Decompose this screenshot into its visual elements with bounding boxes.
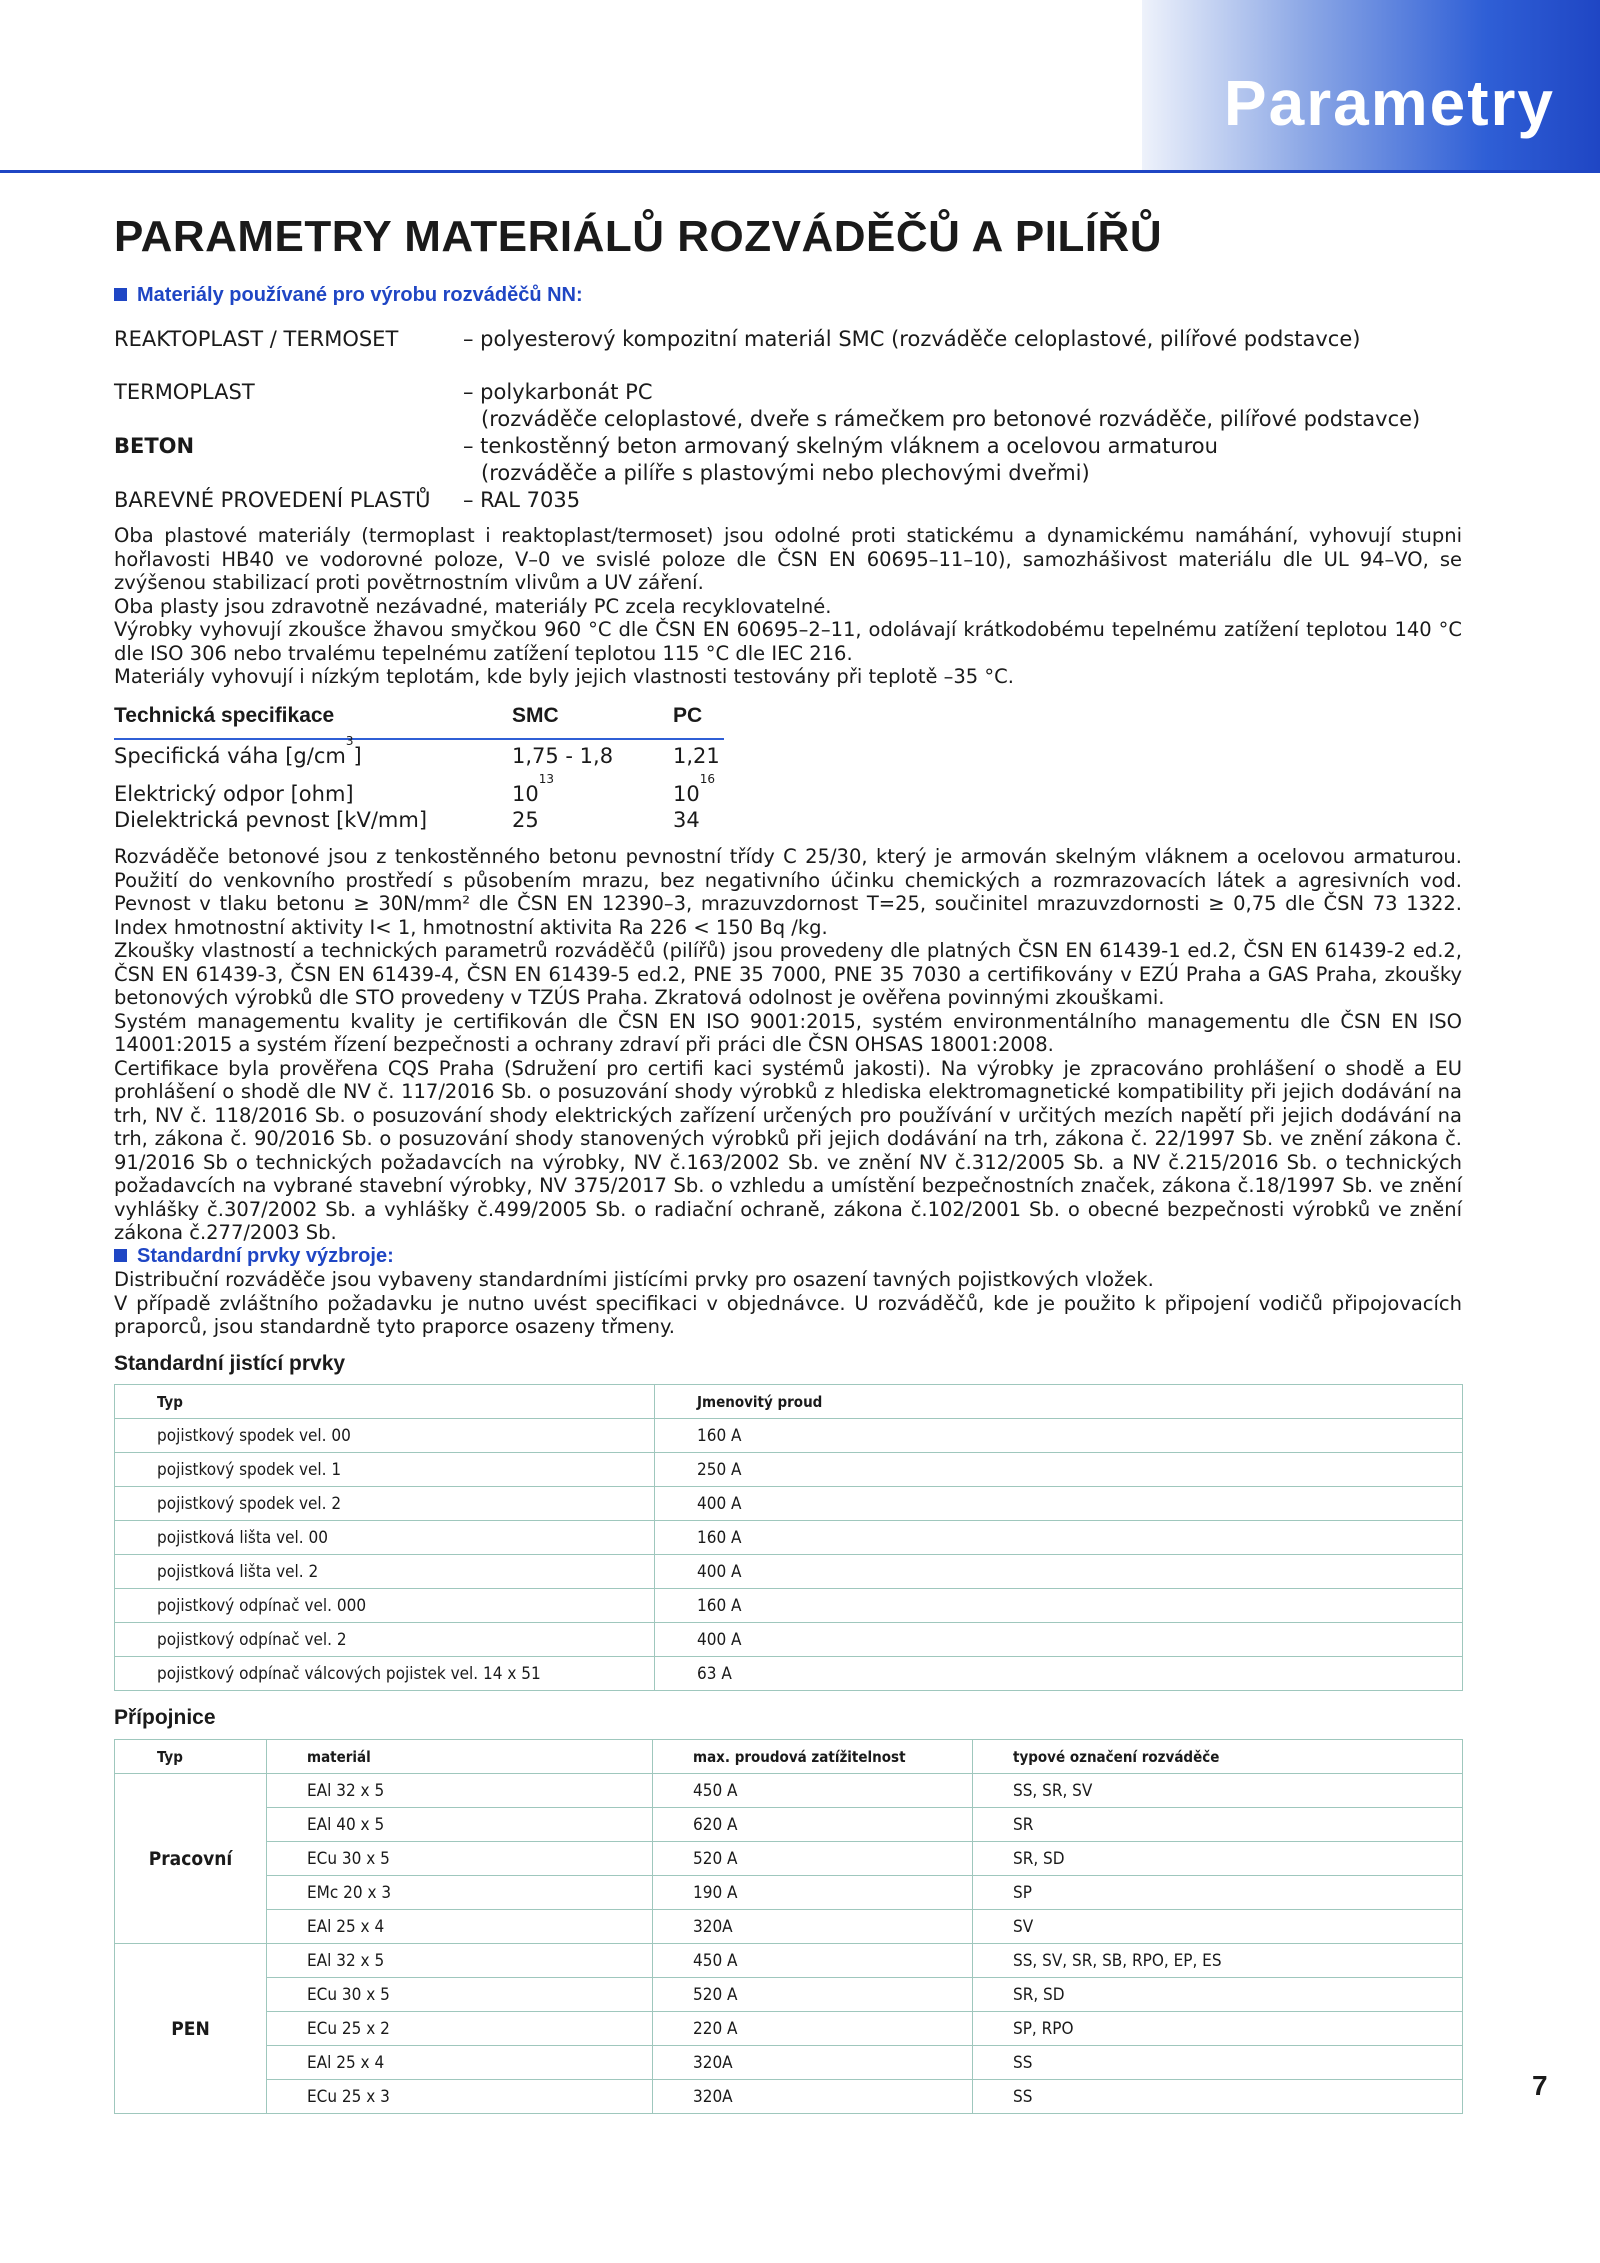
cell: ECu 30 x 5 (267, 1978, 653, 2012)
paragraph: Rozváděče betonové jsou z tenkostěnného betonu pevnostní třídy C 25/30, který je armován skelným vláknem a ocelovou armaturou. Použití do venkovního prostředí s působením mrazu, bez negativního účinku chemických a rozmrazovacích látek a agresivních vod. Pevnost v tlaku betonu ≥ 30N/mm² dle ČSN EN 12390–3, mrazuvzdornost T=25, součinitel mrazuvzdornosti ≥ 0,75 dle ČSN 73 1322. Index hmotnostní aktivity I< 1, hmotnostní aktivita Ra 226 < 150 Bq /kg. (114, 845, 1462, 939)
page-number: 7 (1532, 2070, 1548, 2101)
paragraph: Certifikace byla prověřena CQS Praha (Sdružení pro certifi kaci systémů jakosti). Na výrobky je zpracováno prohlášení o shodě a EU prohlášení o shodě dle NV č. 117/2016 Sb. o posuzování shody výrobků z hlediska elektromagnetické kompatibility při jejich dodávání na trh, NV č. 118/2016 Sb. o posuzování shody elektrických zařízení určených pro používání v určitých mezích napětí při jejich dodávání na trh, zákona č. 90/2016 Sb. o posuzování shody stanovených výrobků při jejich dodávání na trh, zákona č. 22/1997 Sb. ve znění zákona č. 91/2016 Sb o technických požadavcích na výrobky, NV č.163/2002 Sb. ve znění NV č.312/2005 Sb. a NV č.215/2016 Sb. o technických požadavcích na vybrané stavební výrobky, NV 375/2017 Sb. o vzhledu a umístění bezpečnostních značek, zákona č.18/1997 Sb. ve znění vyhlášky č.307/2002 Sb. a vyhlášky č.499/2005 Sb. o radiační ochraně, zákona č.102/2001 Sb. o obecné bezpečnosti výrobků ve znění zákona č.277/2003 Sb. (114, 1056, 1462, 1244)
section-heading-equipment (114, 1245, 1462, 1269)
header-rule (0, 170, 1600, 173)
table-row (115, 1808, 1463, 1842)
fuse-table-title: Standardní jistící prvky (114, 1352, 346, 1375)
material-label: TERMOPLAST (114, 380, 255, 404)
table-header-row (115, 1740, 1463, 1774)
table-row (115, 2046, 1463, 2080)
cell: pojistkový odpínač válcových pojistek vel. 14 x 51 (115, 1657, 655, 1691)
cell: 160 A (655, 1521, 1463, 1555)
spec-row-smc: $10^{13}$ (512, 772, 555, 806)
cell: SR (973, 1808, 1463, 1842)
paragraph: Výrobky vyhovují zkoušce žhavou smyčkou 960 °C dle ČSN EN 60695–2–11, odolávají krátkodobému tepelnému zatížení teplotou 140 °C dle ISO 306 nebo trvalému tepelnému zatížení teplotou 115 °C dle IEC 216. (114, 618, 1462, 665)
cell: pojistková lišta vel. 2 (115, 1555, 655, 1589)
spec-row-pc: $10^{16}$ (673, 772, 716, 806)
spec-row-smc: 1,75 - 1,8 (512, 744, 614, 768)
column-header: typové označení rozváděče (973, 1740, 1463, 1774)
concrete-text (114, 845, 1462, 1339)
cell: 160 A (655, 1419, 1463, 1453)
material-desc-continued: (rozváděče celoplastové, dveře s rámečkem pro betonové rozváděče, pilířové podstavce) (481, 407, 1421, 431)
spec-row-name: Dielektrická pevnost [kV/mm] (114, 808, 428, 832)
cell: pojistkový spodek vel. 00 (115, 1419, 655, 1453)
material-label: BETON (114, 434, 195, 458)
material-desc-continued: (rozváděče a pilíře s plastovými nebo plechovými dveřmi) (481, 461, 1090, 485)
cell: 450 A (653, 1944, 973, 1978)
cell: EMc 20 x 3 (267, 1876, 653, 1910)
cell: EAl 32 x 5 (267, 1944, 653, 1978)
cell: pojistkový odpínač vel. 2 (115, 1623, 655, 1657)
spec-row-smc: 25 (512, 808, 539, 832)
cell: EAl 40 x 5 (267, 1808, 653, 1842)
cell: 250 A (655, 1453, 1463, 1487)
plastics-text (114, 524, 1462, 689)
group-cell: Pracovní (115, 1774, 267, 1944)
cell: 220 A (653, 2012, 973, 2046)
table-row (115, 1453, 1463, 1487)
table-row (115, 2080, 1463, 2114)
cell: ECu 30 x 5 (267, 1842, 653, 1876)
column-header: Jmenovitý proud (655, 1385, 1463, 1419)
paragraph: Zkoušky vlastností a technických parametrů rozváděčů (pilířů) jsou provedeny dle platných ČSN EN 61439-1 ed.2, ČSN EN 61439-2 ed.2, ČSN EN 61439-3, ČSN EN 61439-4, ČSN EN 61439-5 ed.2, PNE 35 7000, PNE 35 7030 a certifikovány v EZÚ Praha a GAS Praha, zkoušky betonových výrobků dle STO provedeny v TZÚS Praha. Zkratová odolnost je ověřena povinnými zkouškami. (114, 939, 1462, 1009)
cell: 320A (653, 2080, 973, 2114)
material-label: REAKTOPLAST / TERMOSET (114, 327, 399, 351)
table-row (115, 1589, 1463, 1623)
paragraph: Distribuční rozváděče jsou vybaveny standardními jistícími prvky pro osazení tavných pojistkových vložek. (114, 1268, 1154, 1291)
table-header-row (115, 1385, 1463, 1419)
table-row (115, 1944, 1463, 1978)
cell: SS (973, 2080, 1463, 2114)
column-header: Typ (115, 1385, 655, 1419)
cell: 620 A (653, 1808, 973, 1842)
cell: pojistková lišta vel. 00 (115, 1521, 655, 1555)
column-header: max. proudová zatížitelnost (653, 1740, 973, 1774)
table-row (115, 1487, 1463, 1521)
material-desc: – polyesterový kompozitní materiál SMC (rozváděče celoplastové, pilířové podstavce) (463, 327, 1361, 351)
spec-header: Technická specifikace (114, 704, 335, 727)
connections-table-title: Přípojnice (114, 1706, 216, 1729)
cell: 160 A (655, 1589, 1463, 1623)
square-bullet-icon (114, 1249, 127, 1262)
cell: pojistkový spodek vel. 1 (115, 1453, 655, 1487)
cell: 63 A (655, 1657, 1463, 1691)
cell: EAl 25 x 4 (267, 1910, 653, 1944)
column-header: materiál (267, 1740, 653, 1774)
table-row (115, 1623, 1463, 1657)
cell: SR, SD (973, 1978, 1463, 2012)
spec-row-pc: 34 (673, 808, 700, 832)
paragraph: Systém managementu kvality je certifikován dle ČSN EN ISO 9001:2015, systém environmentálního managementu dle ČSN EN ISO 14001:2015 a systém řízení bezpečnosti a ochrany zdraví při práci dle ČSN OHSAS 18001:2008. (114, 1009, 1462, 1056)
paragraph: Oba plastové materiály (termoplast i reaktoplast/termoset) jsou odolné proti statickému a dynamickému namáhání, vyhovují stupni hořlavosti HB40 ve vodorovné poloze, V–0 ve svislé poloze dle ČSN EN 60695–11–10), samozhášivost materiálu dle UL 94–VO, se zvýšenou stabilizací proti povětrnostním vlivům a UV záření. (114, 524, 1462, 594)
cell: 450 A (653, 1774, 973, 1808)
cell: EAl 25 x 4 (267, 2046, 653, 2080)
banner-title: Parametry (1223, 67, 1555, 139)
section-heading-materials (114, 284, 583, 307)
spec-header-rule (114, 738, 724, 740)
cell: EAl 32 x 5 (267, 1774, 653, 1808)
table-row (115, 1774, 1463, 1808)
cell: ECu 25 x 2 (267, 2012, 653, 2046)
cell: SP, RPO (973, 2012, 1463, 2046)
page-title: PARAMETRY MATERIÁLŮ ROZVÁDĚČŮ A PILÍŘŮ (114, 212, 1163, 261)
material-desc: – tenkostěnný beton armovaný skelným vláknem a ocelovou armaturou (463, 434, 1218, 458)
paragraph: Materiály vyhovují i nízkým teplotám, kde byly jejich vlastnosti testovány při teplotě –35 °C. (114, 665, 1014, 688)
spec-header: SMC (512, 704, 559, 727)
group-cell: PEN (115, 1944, 267, 2114)
table-row (115, 1842, 1463, 1876)
cell: SS, SV, SR, SB, RPO, EP, ES (973, 1944, 1463, 1978)
cell: 190 A (653, 1876, 973, 1910)
cell: SR, SD (973, 1842, 1463, 1876)
cell: 320A (653, 1910, 973, 1944)
table-row (115, 1657, 1463, 1691)
table-row (115, 2012, 1463, 2046)
cell: 400 A (655, 1623, 1463, 1657)
header-banner (1142, 0, 1600, 170)
spec-row-pc: 1,21 (673, 744, 720, 768)
cell: SS, SR, SV (973, 1774, 1463, 1808)
cell: pojistkový spodek vel. 2 (115, 1487, 655, 1521)
spec-row-name: Specifická váha $[g/cm^3]$ (114, 734, 362, 768)
spec-header: PC (673, 704, 703, 727)
material-desc: – polykarbonát PC (463, 380, 653, 404)
cell: ECu 25 x 3 (267, 2080, 653, 2114)
table-row (115, 1910, 1463, 1944)
cell: 520 A (653, 1978, 973, 2012)
paragraph: V případě zvláštního požadavku je nutno uvést specifikaci v objednávce. U rozváděčů, kde je použito k připojení vodičů připojovacích praporců, jsou standardně tyto praporce osazeny třmeny. (114, 1291, 1462, 1338)
table-row (115, 1555, 1463, 1589)
column-header: Typ (115, 1740, 267, 1774)
connections-table (114, 1739, 1463, 2114)
table-row (115, 1978, 1463, 2012)
material-desc: – RAL 7035 (463, 488, 581, 512)
table-row (115, 1876, 1463, 1910)
cell: SS (973, 2046, 1463, 2080)
table-row (115, 1521, 1463, 1555)
cell: 400 A (655, 1487, 1463, 1521)
cell: 520 A (653, 1842, 973, 1876)
cell: SP (973, 1876, 1463, 1910)
spec-row-name: Elektrický odpor [ohm] (114, 782, 354, 806)
section-heading-materials-text: Materiály používané pro výrobu rozváděčů NN: (137, 284, 583, 306)
cell: SV (973, 1910, 1463, 1944)
table-row (115, 1419, 1463, 1453)
cell: 320A (653, 2046, 973, 2080)
square-bullet-icon (114, 288, 127, 301)
section-heading-equipment-text: Standardní prvky výzbroje: (137, 1244, 394, 1267)
paragraph: Oba plasty jsou zdravotně nezávadné, materiály PC zcela recyklovatelné. (114, 594, 832, 618)
material-label: BAREVNÉ PROVEDENÍ PLASTŮ (114, 488, 431, 512)
fuse-table (114, 1384, 1463, 1691)
cell: 400 A (655, 1555, 1463, 1589)
cell: pojistkový odpínač vel. 000 (115, 1589, 655, 1623)
